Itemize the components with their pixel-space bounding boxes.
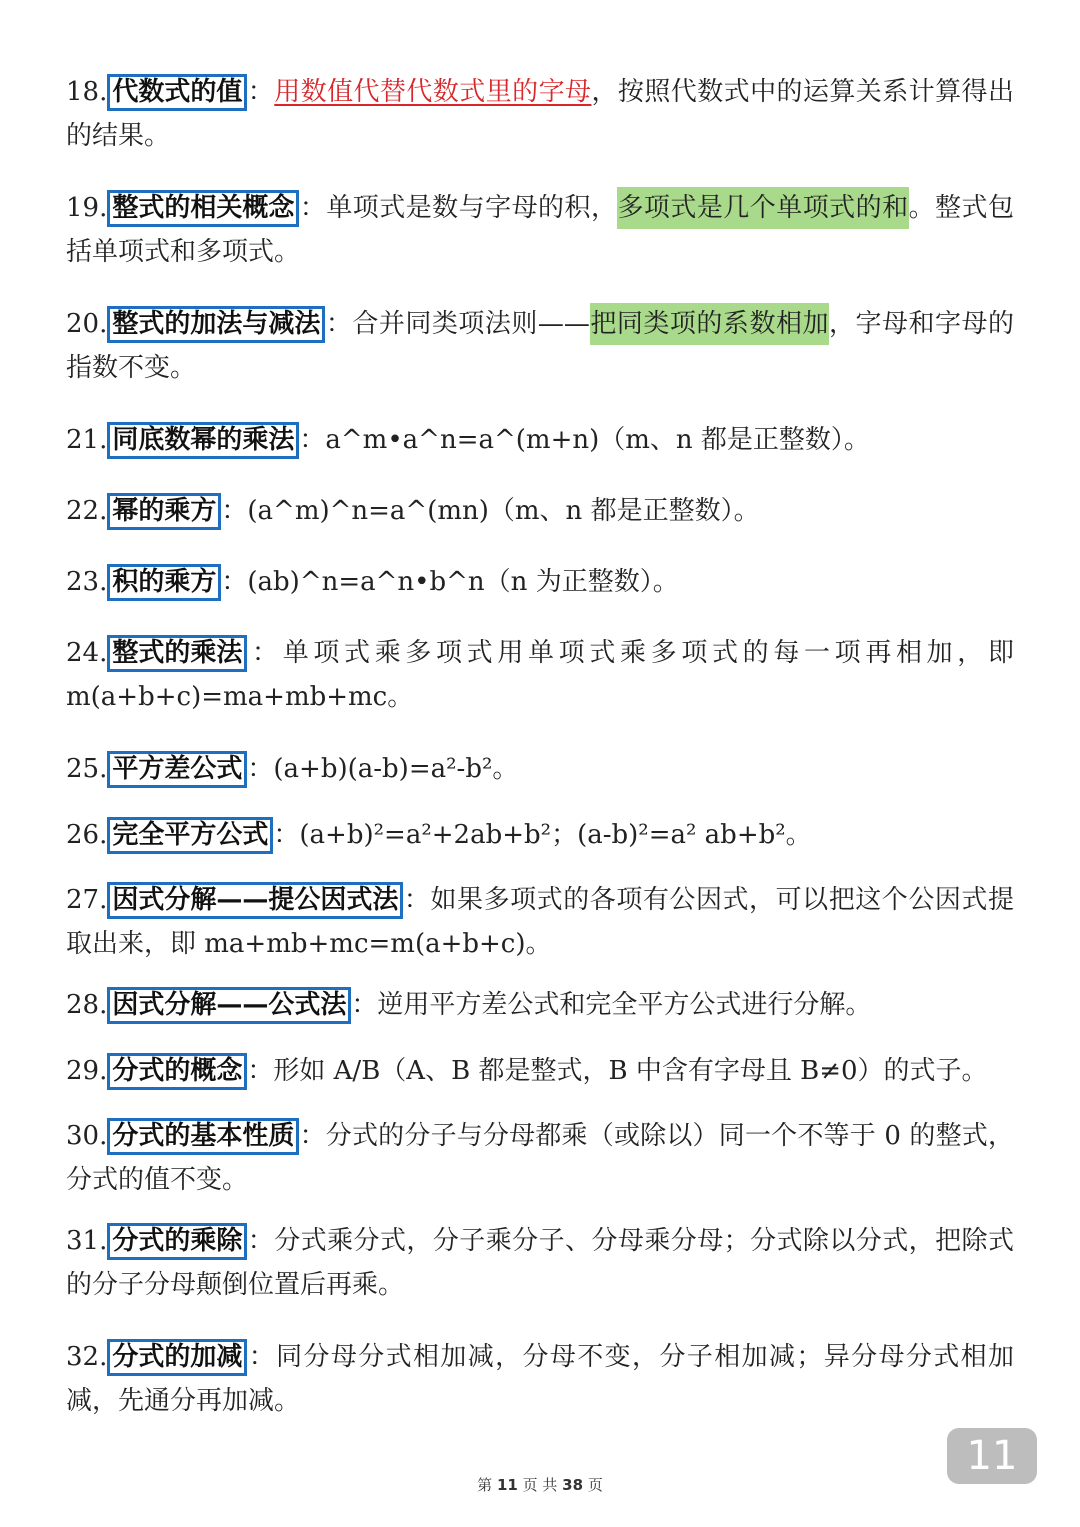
item-text: 单项式乘多项式用单项式乘多项式的每一项再相加，即m(a+b+c)=ma+mb+mc。 [66,638,1014,712]
item-text: ，按照代数式中的运算关系计算得出的结果。 [66,77,1014,151]
item-26 [66,813,1014,857]
item-number: 23. [66,567,108,597]
item-number: 21. [66,425,108,455]
item-number: 28. [66,990,108,1020]
term-box: 整式的相关概念 [107,190,299,227]
item-number: 27. [66,885,108,915]
term-box: 分式的加减 [107,1339,247,1376]
item-21 [66,418,1014,462]
highlight-green: 把同类项的系数相加 [590,303,829,345]
separator: ： [221,567,248,597]
footer-middle: 页 共 [522,1476,558,1494]
term-box: 整式的乘法 [107,635,247,672]
footer-suffix: 页 [587,1476,603,1494]
item-number: 31. [66,1226,108,1256]
item-32 [66,1335,1014,1423]
item-18 [66,70,1014,158]
item-23 [66,560,1014,604]
item-22 [66,489,1014,533]
separator: ： [403,885,431,915]
term-box: 分式的乘除 [107,1223,247,1260]
separator: ： [273,820,300,850]
item-25 [66,747,1014,791]
item-number: 32. [66,1342,108,1372]
item-number: 20. [66,309,108,339]
item-27 [66,878,1014,966]
item-number: 19. [66,193,108,223]
separator: ： [325,309,353,339]
item-31 [66,1219,1014,1307]
item-text: 如果多项式的各项有公因式，可以把这个公因式提取出来，即 ma+mb+mc=m(a+b+c)。 [66,885,1014,959]
term-box: 积的乘方 [107,564,221,601]
separator: ： [299,1121,326,1151]
item-text: (a^m)^n=a^(mn)（m、n 都是正整数）。 [247,496,760,526]
separator: ： [247,1056,274,1086]
highlight-red: 用数值代替代数式里的字母 [274,77,592,107]
separator: ： [247,638,283,668]
term-box: 代数式的值 [107,74,247,111]
item-text: 合并同类项法则—— [352,309,590,339]
item-number: 26. [66,820,108,850]
item-text: 形如 A/B（A、B 都是整式，B 中含有字母且 B≠0）的式子。 [273,1056,988,1086]
item-number: 18. [66,77,108,107]
page-number-badge: 11 [947,1428,1037,1484]
highlight-green: 多项式是几个单项式的和 [617,187,908,229]
item-number: 24. [66,638,108,668]
item-24 [66,631,1014,719]
item-text: 分式的分子与分母都乘（或除以）同一个不等于 0 的整式，分式的值不变。 [66,1121,1014,1195]
item-30 [66,1114,1014,1202]
separator: ： [247,1226,275,1256]
page-footer [0,1474,1080,1495]
item-19 [66,186,1014,274]
item-29 [66,1049,1014,1093]
item-text: a^m•a^n=a^(m+n)（m、n 都是正整数）。 [325,425,870,455]
separator: ： [247,754,274,784]
item-text: ，字母和字母的指数不变。 [66,309,1014,383]
item-number: 25. [66,754,108,784]
item-text: 。整式包括单项式和多项式。 [66,193,1014,267]
term-box: 因式分解——公式法 [107,987,351,1024]
separator: ： [299,425,326,455]
item-28 [66,983,1014,1027]
term-box: 分式的基本性质 [107,1118,299,1155]
term-box: 整式的加法与减法 [107,306,325,343]
item-number: 22. [66,496,108,526]
separator: ： [299,193,327,223]
separator: ： [221,496,248,526]
item-text: 逆用平方差公式和完全平方公式进行分解。 [377,990,872,1020]
item-text: 单项式是数与字母的积， [326,193,618,223]
item-text: (a+b)(a-b)=a²-b²。 [273,754,519,784]
footer-prefix: 第 [477,1476,493,1494]
term-box: 幂的乘方 [107,493,221,530]
item-text: 同分母分式相加减，分母不变，分子相加减；异分母分式相加减，先通分再加减。 [66,1342,1014,1416]
item-20 [66,302,1014,390]
current-page: 11 [496,1476,518,1494]
term-box: 完全平方公式 [107,817,273,854]
term-box: 因式分解——提公因式法 [107,882,403,919]
total-pages: 38 [562,1476,584,1494]
item-text: 分式乘分式，分子乘分子、分母乘分母；分式除以分式，把除式的分子分母颠倒位置后再乘。 [66,1226,1014,1300]
term-box: 同底数幂的乘法 [107,422,299,459]
term-box: 平方差公式 [107,751,247,788]
term-box: 分式的概念 [107,1053,247,1090]
item-text: (ab)^n=a^n•b^n（n 为正整数）。 [247,567,679,597]
item-text: (a+b)²=a²+2ab+b²；(a-b)²=a² ab+b²。 [299,820,812,850]
item-number: 30. [66,1121,108,1151]
separator: ： [247,77,275,107]
item-number: 29. [66,1056,108,1086]
separator: ： [247,1342,277,1372]
separator: ： [351,990,378,1020]
